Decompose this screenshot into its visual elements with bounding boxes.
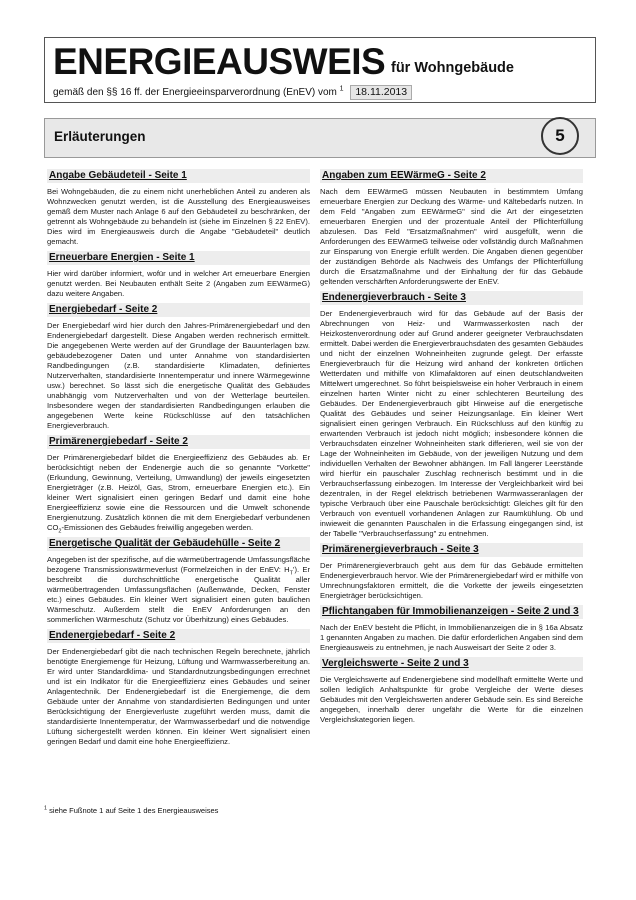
section-header bbox=[44, 118, 596, 158]
heading-vergleichswerte: Vergleichswerte - Seite 2 und 3 bbox=[320, 657, 583, 671]
text-pflichtangaben: Nach der EnEV besteht die Pflicht, in Immobilienanzeigen die in § 16a Absatz 1 genannten Angaben zu machen. Die dafür erforderlichen Angaben sind dem Energieausweis zu entnehmen, je nach Ausweisart der Seite 2 oder 3. bbox=[320, 623, 583, 652]
heading-gebaeudeteil: Angabe Gebäudeteil - Seite 1 bbox=[47, 169, 310, 183]
co2-subscript: 2 bbox=[58, 528, 62, 535]
ht-subscript: T bbox=[289, 570, 294, 577]
text-vergleichswerte: Die Vergleichswerte auf Endenergiebene sind modellhaft ermittelte Werte und sollen lediglich Anhaltspunkte für grobe Vergleiche der Werte dieses Gebäudes mit den Vergleichswerten anderer Gebäude sein. Es sind Bereiche angegeben, innerhalb derer ungefähr die Werte für die einzelnen Vergleichskategorien liegen. bbox=[320, 675, 583, 724]
footnote-reference: 1 bbox=[339, 85, 344, 93]
text-gebaeudehuelle-part2: '). Er beschreibt die durchschnittliche energetische Qualität aller wärmeübertragenden Umfassungsflächen (Außenwände, Decken, Fenster etc.) eines Gebäudes. Ein kleiner Wert signalisiert einen guten baulichen Wärmeschutz. Außerdem stellt die EnEV Anforderungen an den sommerlichen Wärmeschutz (Schutz vor Überhitzung) eines Gebäudes. bbox=[47, 565, 310, 624]
text-gebaeudehuelle bbox=[47, 555, 310, 625]
text-energiebedarf: Der Energiebedarf wird hier durch den Jahres-Primärenergiebedarf und den Endenergiebedarf dargestellt. Diese Angaben werden rechnerisch ermittelt. Die angegebenen Werte werden auf der Grundlage der Bauunterlagen bzw. gebäudebezogener Daten und unter Annahme von standardisierten Randbedingungen (z.B. standardisierte Klimadaten, definiertes Nutzerverhalten, standardisierte Innentemperatur und innere Wärmegewinne usw.) berechnet. So lässt sich die energetische Qualität des Gebäudes unabhängig vom Nutzerverhalten und von der Wetterlage beurteilen. Insbesondere wegen der standardisierten Randbedingungen erlauben die angegebenen Werte keine Rückschlüsse auf den tatsächlichen Energieverbrauch. bbox=[47, 321, 310, 430]
heading-primaerenergiebedarf: Primärenergiebedarf - Seite 2 bbox=[47, 435, 310, 449]
issue-date: 18.11.2013 bbox=[350, 85, 412, 100]
text-endenergieverbrauch: Der Endenergieverbrauch wird für das Gebäude auf der Basis der Abrechnungen von Heiz- und Warmwasserkosten nach der Heizkostenverordnung oder auf Grund anderer geeigneter Verbrauchsdaten ermittelt. Dabei werden die Energieverbrauchsdaten des gesamten Gebäudes und nicht der einzelnen Wohneinheiten zugrunde gelegt. Der erfasste Energieverbrauch für die Heizung wird anhand der konkreten örtlichen Wetterdaten und mithilfe von Klimafaktoren auf einen deutschlandweiten Mittelwert umgerechnet. So führt beispielsweise ein hoher Verbrauch in einem einzelnen harten Winter nicht zu einer schlechteren Beurteilung des Gebäudes. Der Endenergieverbrauch gibt Hinweise auf die energetische Qualität des Gebäudes und seiner Heizungsanlage. Ein kleiner Wert signalisiert einen geringen Verbrauch. Ein Rückschluss auf den künftig zu erwartenden Verbrauch ist jedoch nicht möglich; insbesondere können die Verbrauchsdaten einzelner Wohneinheiten stark differieren, weil sie von der Lage der Wohneinheiten im Gebäude, von der jeweiligen Nutzung und dem individuellen Verhalten der Bewohner abhängen. Im Fall längerer Leerstände wird hierfür ein pauschaler Zuschlag rechnerisch bestimmt und in die Verbrauchserfassung einbezogen. Im Interesse der Vergleichbarkeit wird bei dezentralen, in der Regel elektrisch betriebenen Warmwasseranlagen der typische Verbrauch über eine Pauschale berücksichtigt: Gleiches gilt für den Verbrauch von eventuell vorhandenen Anlagen zur Raumkühlung. Ob und inwieweit die genannten Pauschalen in die Erfassung eingegangen sind, ist der Tabelle "Verbrauchserfassung" zu entnehmen. bbox=[320, 309, 583, 538]
left-column bbox=[47, 169, 310, 751]
header-box bbox=[44, 37, 596, 103]
heading-energiebedarf: Energiebedarf - Seite 2 bbox=[47, 303, 310, 317]
heading-endenergiebedarf: Endenergiebedarf - Seite 2 bbox=[47, 629, 310, 643]
legal-basis-text: gemäß den §§ 16 ff. der Energieeinsparverordnung (EnEV) vom bbox=[53, 87, 337, 98]
text-gebaeudehuelle-part1: Angegeben ist der spezifische, auf die wärmeübertragende Umfassungsfläche bezogene Transmissionswärmeverlust (Formelzeichen in der EnEV: H bbox=[47, 555, 310, 574]
legal-basis-line bbox=[53, 85, 412, 100]
text-primaerenergiebedarf-part1: Der Primärenergiebedarf bildet die Energieeffizienz des Gebäudes ab. Er berücksichtigt neben der Endenergie auch die so genannte "Vorkette" (Erkundung, Gewinnung, Verteilung, Umwandlung) der jeweils eingesetzten Energieträger (z.B. Heizöl, Gas, Strom, erneuerbare Energien etc.). Ein kleiner Wert signalisiert einen geringen Bedarf und damit eine hohe Energieeffizienz sowie eine die Ressourcen und die Umwelt schonende Energienutzung. Zusätzlich können die mit dem Energiebedarf verbundenen CO bbox=[47, 453, 310, 532]
footnote-number: 1 bbox=[44, 805, 48, 812]
text-primaerenergiebedarf bbox=[47, 453, 310, 533]
heading-primaerenergieverbrauch: Primärenergieverbrauch - Seite 3 bbox=[320, 543, 583, 557]
section-title: Erläuterungen bbox=[54, 129, 146, 144]
text-primaerenergiebedarf-part2: -Emissionen des Gebäudes freiwillig angegeben werden. bbox=[61, 523, 254, 532]
heading-endenergieverbrauch: Endenergieverbrauch - Seite 3 bbox=[320, 291, 583, 305]
text-erneuerbare-energien: Hier wird darüber informiert, wofür und in welcher Art erneuerbare Energien genutzt werden. Bei Neubauten enthält Seite 2 (Angaben zum EEWärmeG) dazu weitere Angaben. bbox=[47, 269, 310, 298]
text-gebaeudeteil: Bei Wohngebäuden, die zu einem nicht unerheblichen Anteil zu anderen als Wohnzwecken genutzt werden, ist die Ausstellung des Energieausweises gemäß dem Muster nach Anlage 6 auf den Gebäudeteil zu beschränken, der getrennt als Wohngebäude zu behandeln ist (siehe im Einzelnen § 22 EnEV). Dies wird im Energieausweis durch die Angabe "Gebäudeteil" deutlich gemacht. bbox=[47, 187, 310, 246]
heading-gebaeudehuelle: Energetische Qualität der Gebäudehülle - Seite 2 bbox=[47, 537, 310, 551]
heading-eewaermeg: Angaben zum EEWärmeG - Seite 2 bbox=[320, 169, 583, 183]
document-title: ENERGIEAUSWEIS bbox=[53, 41, 386, 82]
footnote bbox=[44, 806, 218, 816]
heading-erneuerbare-energien: Erneuerbare Energien - Seite 1 bbox=[47, 251, 310, 265]
footnote-text: siehe Fußnote 1 auf Seite 1 des Energieausweises bbox=[49, 806, 219, 815]
heading-pflichtangaben: Pflichtangaben für Immobilienanzeigen - Seite 2 und 3 bbox=[320, 605, 583, 619]
right-column bbox=[320, 169, 583, 729]
text-eewaermeg: Nach dem EEWärmeG müssen Neubauten in bestimmtem Umfang erneuerbare Energien zur Deckung des Wärme- und Kältebedarfs nutzen. In dem Feld "Angaben zum EEWärmeG" sind die Art der eingesetzten erneuerbaren Energien und der prozentuale Anteil der Pflichterfüllung abzulesen. Das Feld "Ersatzmaßnahmen" wird ausgefüllt, wenn die Anforderungen des EEWärmeG teilweise oder vollständig durch Maßnahmen zur Einsparung von Energie erfüllt werden. Die Angaben dienen gegenüber der zuständigen Behörde als Nachweis des Umfangs der Pflichterfüllung durch die Ersatzmaßnahme und der Einhaltung der für das Gebäude geltenden verschärften Anforderungswerte der EnEV. bbox=[320, 187, 583, 286]
document-subtitle: für Wohngebäude bbox=[391, 60, 514, 76]
page-number-badge: 5 bbox=[541, 117, 579, 155]
text-endenergiebedarf: Der Endenergiebedarf gibt die nach technischen Regeln berechnete, jährlich benötigte Energiemenge für Heizung, Lüftung und Warmwasserbereitung an. Er wird unter Standardklima- und Standardnutzungsbedingungen errechnet und ist ein Indikator für die Energieeffizienz eines Gebäudes und seiner Anlagentechnik. Der Endenergiebedarf ist die Energiemenge, die dem Gebäude unter der Annahme von standardisierten Bedingungen und unter Berücksichtigung der Energieverluste zugeführt werden muss, damit die standardisierte Innentemperatur, der Warmwasserbedarf und die notwendige Lüftung sichergestellt werden können. Ein kleiner Wert signalisiert einen geringen Bedarf und damit eine hohe Energieeffizienz. bbox=[47, 647, 310, 746]
text-primaerenergieverbrauch: Der Primärenergieverbrauch geht aus dem für das Gebäude ermittelten Endenergieverbrauch hervor. Wie der Primärenergiebedarf wird er mithilfe von Umrechnungsfaktoren ermittelt, die die Vorkette der jeweils eingesetzten Energieträger berücksichtigen. bbox=[320, 561, 583, 600]
